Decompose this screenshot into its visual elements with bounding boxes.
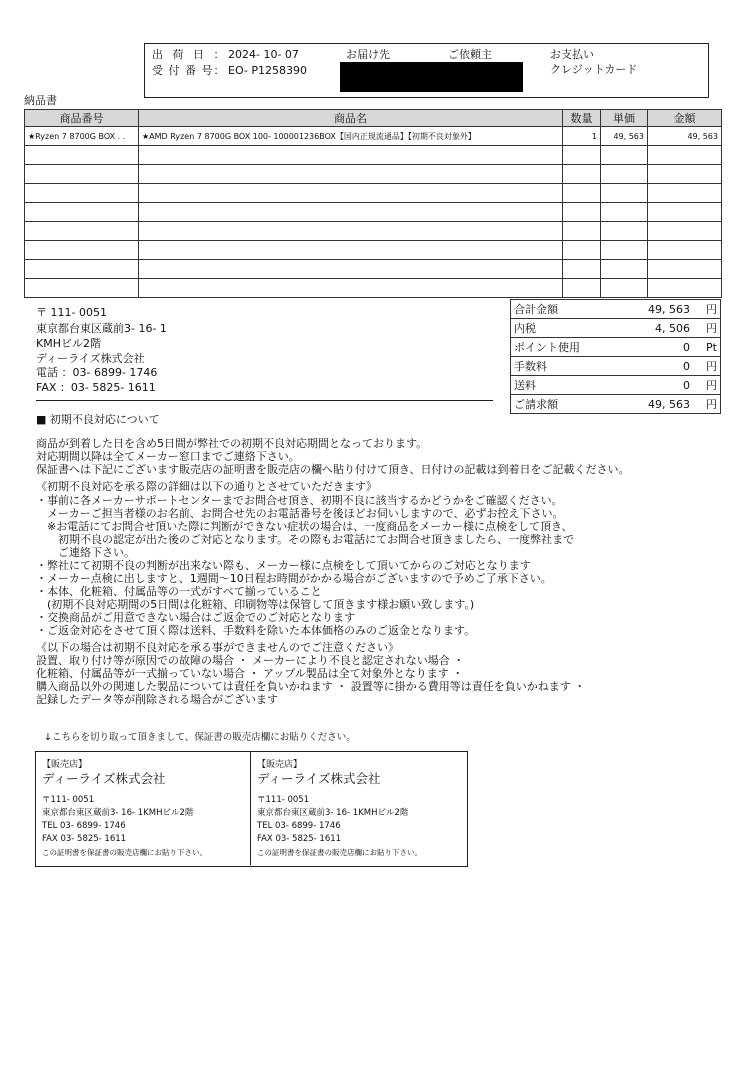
summary-unit: 円: [696, 357, 721, 376]
summary-unit: 円: [696, 395, 721, 414]
stamp-tel: TEL 03- 6899- 1746: [42, 821, 126, 831]
cell-unit-price: [601, 146, 648, 165]
summary-row: [511, 319, 721, 338]
col-header-qty: 数量: [563, 110, 601, 127]
notice-line: 記録したデータ等が削除される場合がございます: [36, 693, 278, 706]
table-row: [25, 146, 722, 165]
cell-qty: [563, 222, 601, 241]
cell-amount: 49, 563: [648, 127, 722, 146]
table-row: [25, 184, 722, 203]
payment-label: お支払い: [550, 48, 594, 61]
cell-item-name: [139, 184, 563, 203]
col-header-unit-price: 単価: [601, 110, 648, 127]
summary-value: 49, 563: [619, 300, 696, 319]
cell-unit-price: [601, 165, 648, 184]
shop-company: ディーライズ株式会社: [36, 352, 145, 365]
summary-unit: 円: [696, 300, 721, 319]
cell-unit-price: 49, 563: [601, 127, 648, 146]
table-row: [25, 260, 722, 279]
col-header-item-no: 商品番号: [25, 110, 139, 127]
summary-row: [511, 376, 721, 395]
notice-line: ※お電話にてお問合せ頂いた際に判断ができない症状の場合は、一度商品をメーカー様に点検をして頂き、: [36, 520, 573, 533]
col-header-item-name: 商品名: [139, 110, 563, 127]
cell-item-name: [139, 279, 563, 298]
table-row: [25, 222, 722, 241]
summary-unit: Pt: [696, 338, 721, 357]
summary-unit: 円: [696, 376, 721, 395]
stamp-company: ディーライズ株式会社: [42, 771, 166, 786]
delivery-label: お届け先: [346, 48, 390, 61]
cell-amount: [648, 260, 722, 279]
col-header-amount: 金額: [648, 110, 722, 127]
summary-label: ポイント使用: [511, 338, 620, 357]
stamp-postal: 〒111- 0051: [257, 795, 310, 805]
cell-item-no: [25, 279, 139, 298]
summary-table: [510, 299, 721, 414]
notice-line: 設置、取り付け等が原因での故障の場合 ・ メーカーにより不良と認定されない場合 ・: [36, 654, 465, 667]
table-header-row: [25, 110, 722, 127]
notice-line: 購入商品以外の関連した製品については責任を負いかねます ・ 設置等に掛かる費用等は責任を負いかねます ・: [36, 680, 586, 693]
requester-label: ご依頼主: [448, 48, 492, 61]
notice-line: 初期不良の認定が出た後のご対応となります。その際もお電話にてお問合せ頂きましたら、一度弊社まで: [36, 533, 575, 546]
cell-unit-price: [601, 241, 648, 260]
stamp-address: 東京都台東区蔵前3- 16- 1KMHビル2階: [42, 808, 194, 818]
ship-date: 2024- 10- 07: [228, 48, 299, 61]
cell-item-no: [25, 146, 139, 165]
cell-item-no: [25, 165, 139, 184]
cell-item-name: [139, 146, 563, 165]
shop-postal: 〒 111- 0051: [36, 306, 107, 319]
stamp-fax: FAX 03- 5825- 1611: [42, 834, 127, 844]
summary-label: 内税: [511, 319, 620, 338]
cell-amount: [648, 203, 722, 222]
items-table: [24, 109, 722, 298]
table-row: [25, 241, 722, 260]
notice-line: ・ご返金対応をさせて頂く際は送料、手数料を除いた本体価格のみのご返金となります。: [36, 624, 476, 637]
notice-heading: ■ 初期不良対応について: [36, 413, 160, 426]
cell-item-name: [139, 241, 563, 260]
cell-item-no: ★Ryzen 7 8700G BOX . .: [25, 127, 139, 146]
summary-label: 送料: [511, 376, 620, 395]
summary-row: [511, 338, 721, 357]
stamp-tel: TEL 03- 6899- 1746: [257, 821, 341, 831]
ship-date-label: 出 荷 日 ：: [152, 48, 228, 61]
stamp-fax: FAX 03- 5825- 1611: [257, 834, 342, 844]
cell-item-no: [25, 260, 139, 279]
cell-item-no: [25, 203, 139, 222]
cell-item-no: [25, 222, 139, 241]
notice-line: 商品が到着した日を含め5日間が弊社での初期不良対応期間となっております。: [36, 437, 428, 450]
cell-item-name: [139, 222, 563, 241]
stamp-note: この証明書を保証書の販売店欄にお貼り下さい。: [257, 848, 422, 857]
cell-qty: [563, 260, 601, 279]
stamp-tag: 【販売店】: [42, 760, 88, 770]
cell-item-name: [139, 260, 563, 279]
cell-unit-price: [601, 184, 648, 203]
stamp-address: 東京都台東区蔵前3- 16- 1KMHビル2階: [257, 808, 409, 818]
notice-line: メーカーご担当者様のお名前、お問合せ先のお電話番号を後ほどお伺いしますので、必ずお控え下さい。: [36, 507, 564, 520]
summary-label: 手数料: [511, 357, 620, 376]
order-no-label: 受 付 番 号：: [152, 64, 226, 77]
stamp-postal: 〒111- 0051: [42, 795, 95, 805]
cell-unit-price: [601, 260, 648, 279]
cut-note: ↓こちらを切り取って頂きまして、保証書の販売店欄にお貼りください。: [44, 732, 356, 743]
summary-value: 4, 506: [619, 319, 696, 338]
table-row: [25, 203, 722, 222]
notice-line: 化粧箱、付属品等が一式揃っていない場合 ・ アップル製品は全て対象外となります ・: [36, 667, 464, 680]
notice-line: 《初期不良対応を承る際の詳細は以下の通りとさせていただきます》: [36, 480, 377, 493]
summary-row: [511, 357, 721, 376]
notice-line: ・弊社にて初期不良の判断が出来ない際も、メーカー様に点検をして頂いてからのご対応となります: [36, 559, 531, 572]
summary-unit: 円: [696, 319, 721, 338]
notice-line: ・事前に各メーカーサポートセンターまでお問合せ頂き、初期不良に該当するかどうかをご確認ください。: [36, 494, 563, 507]
summary-value: 0: [619, 376, 696, 395]
address-divider: [36, 400, 493, 401]
notice-line: ・メーカー点検に出しますと、1週間～10日程お時間がかかる場合がございますので予めご了承下さい。: [36, 572, 552, 585]
cell-item-name: [139, 165, 563, 184]
table-row: [25, 165, 722, 184]
summary-row: [511, 395, 721, 414]
cell-qty: 1: [563, 127, 601, 146]
notice-line: ご連絡下さい。: [36, 546, 135, 559]
summary-label: ご請求額: [511, 395, 620, 414]
cell-unit-price: [601, 222, 648, 241]
cell-qty: [563, 146, 601, 165]
shop-tel: 電話 ：03- 6899- 1746: [36, 366, 158, 379]
cell-qty: [563, 241, 601, 260]
cell-item-name: ★AMD Ryzen 7 8700G BOX 100- 100001236BOX【国内正規流通品】【初期不良対象外】: [139, 127, 563, 146]
cell-unit-price: [601, 203, 648, 222]
summary-value: 49, 563: [619, 395, 696, 414]
cell-item-no: [25, 184, 139, 203]
redaction-block: [340, 62, 523, 92]
stamp-note: この証明書を保証書の販売店欄にお貼り下さい。: [42, 848, 207, 857]
cell-qty: [563, 203, 601, 222]
cell-qty: [563, 184, 601, 203]
cell-amount: [648, 241, 722, 260]
cell-amount: [648, 222, 722, 241]
order-no: EO- P1258390: [228, 64, 308, 77]
table-row: [25, 127, 722, 146]
cell-amount: [648, 165, 722, 184]
cell-amount: [648, 146, 722, 165]
stamp-company: ディーライズ株式会社: [257, 771, 381, 786]
cell-item-name: [139, 203, 563, 222]
notice-line: (初期不良対応期間の5日間は化粧箱、印刷物等は保管して頂きます様お願い致します。): [36, 598, 475, 611]
notice-line: ・交換商品がご用意できない場合はご返金でのご対応となります: [36, 611, 355, 624]
summary-row: [511, 300, 721, 319]
notice-line: 《以下の場合は初期不良対応を承る事ができませんのでご注意ください》: [36, 641, 399, 654]
cell-qty: [563, 279, 601, 298]
shop-address1: 東京都台東区蔵前3- 16- 1: [36, 322, 167, 335]
notice-line: ・本体、化粧箱、付属品等の一式がすべて揃っていること: [36, 585, 322, 598]
summary-label: 合計金額: [511, 300, 620, 319]
shop-fax: FAX ：03- 5825- 1611: [36, 381, 156, 394]
cell-item-no: [25, 241, 139, 260]
cell-unit-price: [601, 279, 648, 298]
payment-method: クレジットカード: [550, 63, 638, 76]
table-row: [25, 279, 722, 298]
doc-title: 納品書: [24, 94, 57, 107]
cell-qty: [563, 165, 601, 184]
summary-value: 0: [619, 338, 696, 357]
stamp-tag: 【販売店】: [257, 760, 303, 770]
summary-value: 0: [619, 357, 696, 376]
cell-amount: [648, 279, 722, 298]
notice-line: 対応期間以降は全てメーカー窓口までご連絡下さい。: [36, 450, 300, 463]
stamp-divider: [250, 751, 251, 865]
shop-address2: KMHビル2階: [36, 337, 101, 350]
cell-amount: [648, 184, 722, 203]
notice-line: 保証書へは下記にございます販売店の証明書を販売店の欄へ貼り付けて頂き、日付けの記載は到着日をご記載ください。: [36, 463, 630, 476]
